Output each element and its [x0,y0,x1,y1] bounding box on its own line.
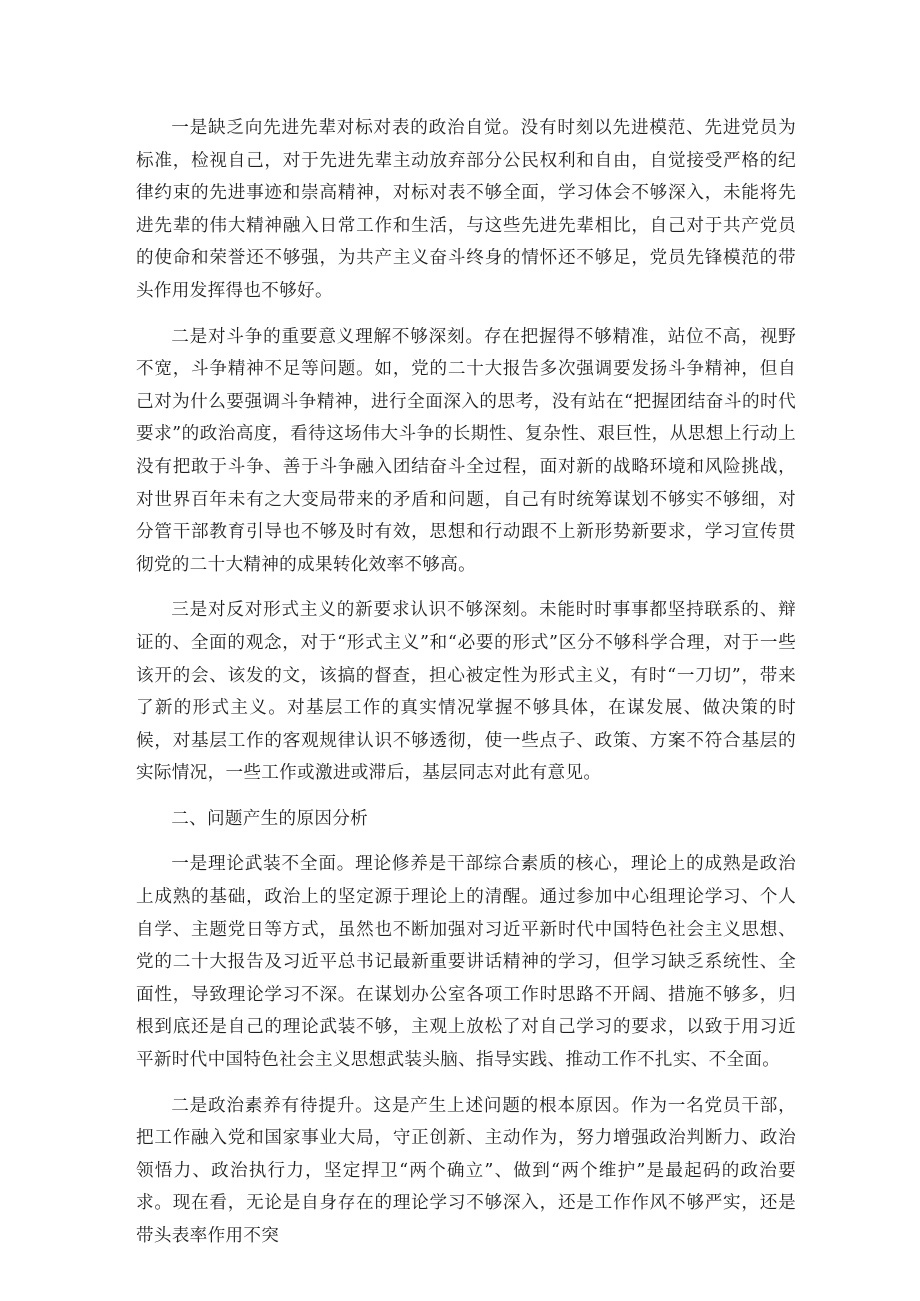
paragraph-theory-armament: 一是理论武装不全面。理论修养是干部综合素质的核心，理论上的成熟是政治上成熟的基础，政治上的坚定源于理论上的清醒。通过参加中心组理论学习、个人自学、主题党日等方式，虽然也不断加强对习近平新时代中国特色社会主义思想、党的二十大报告及习近平总书记最新重要讲话精神的学习，但学习缺乏系统性、全面性，导致理论学习不深。在谋划办公室各项工作时思路不开阔、措施不够多，归根到底还是自己的理论武装不够，主观上放松了对自己学习的要求，以致于用习近平新时代中国特色社会主义思想武装头脑、指导实践、推动工作不扎实、不全面。 [136,854,796,1071]
paragraph-struggle-understanding: 二是对斗争的重要意义理解不够深刻。存在把握得不够精准，站位不高，视野不宽，斗争精神不足等问题。如，党的二十大报告多次强调要发扬斗争精神，但自己对为什么要强调斗争精神，进行全面深入的思考，没有站在“把握团结奋斗的时代要求”的政治高度，看待这场伟大斗争的长期性、复杂性、艰巨性，从思想上行动上没有把敢于斗争、善于斗争融入团结奋斗全过程，面对新的战略环境和风险挑战，对世界百年未有之大变局带来的矛盾和问题，自己有时统筹谋划不够实不够细，对分管干部教育引导也不够及时有效，思想和行动跟不上新形势新要求，学习宣传贯彻党的二十大精神的成果转化效率不够高。 [136,326,796,575]
paragraph-lack-of-political-consciousness: 一是缺乏向先进先辈对标对表的政治自觉。没有时刻以先进模范、先进党员为标准，检视自己，对于先进先辈主动放弃部分公民权利和自由，自觉接受严格的纪律约束的先进事迹和崇高精神，对标对表不够全面，学习体会不够深入，未能将先进先辈的伟大精神融入日常工作和生活，与这些先进先辈相比，自己对于共产党员的使命和荣誉还不够强，为共产主义奋斗终身的情怀还不够足，党员先锋模范的带头作用发挥得也不够好。 [136,118,796,301]
paragraph-formalism-understanding: 三是对反对形式主义的新要求认识不够深刻。未能时时事事都坚持联系的、辩证的、全面的观念，对于“形式主义”和“必要的形式”区分不够科学合理，对于一些该开的会、该发的文，该搞的督查，担心被定性为形式主义，有时“一刀切”，带来了新的形式主义。对基层工作的真实情况掌握不够具体，在谋发展、做决策的时候，对基层工作的客观规律认识不够透彻，使一些点子、政策、方案不符合基层的实际情况，一些工作或激进或滞后，基层同志对此有意见。 [136,600,796,784]
paragraph-political-literacy: 二是政治素养有待提升。这是产生上述问题的根本原因。作为一名党员干部，把工作融入党和国家事业大局，守正创新、主动作为，努力增强政治判断力、政治领悟力、政治执行力，坚定捍卫“两个确立”、做到“两个维护”是最起码的政治要求。现在看，无论是自身存在的理论学习不够深入，还是工作作风不够严实，还是带头表率作用不突 [136,1095,796,1246]
document-body [136,112,796,1266]
section-heading-cause-analysis: 二、问题产生的原因分析 [171,808,369,829]
